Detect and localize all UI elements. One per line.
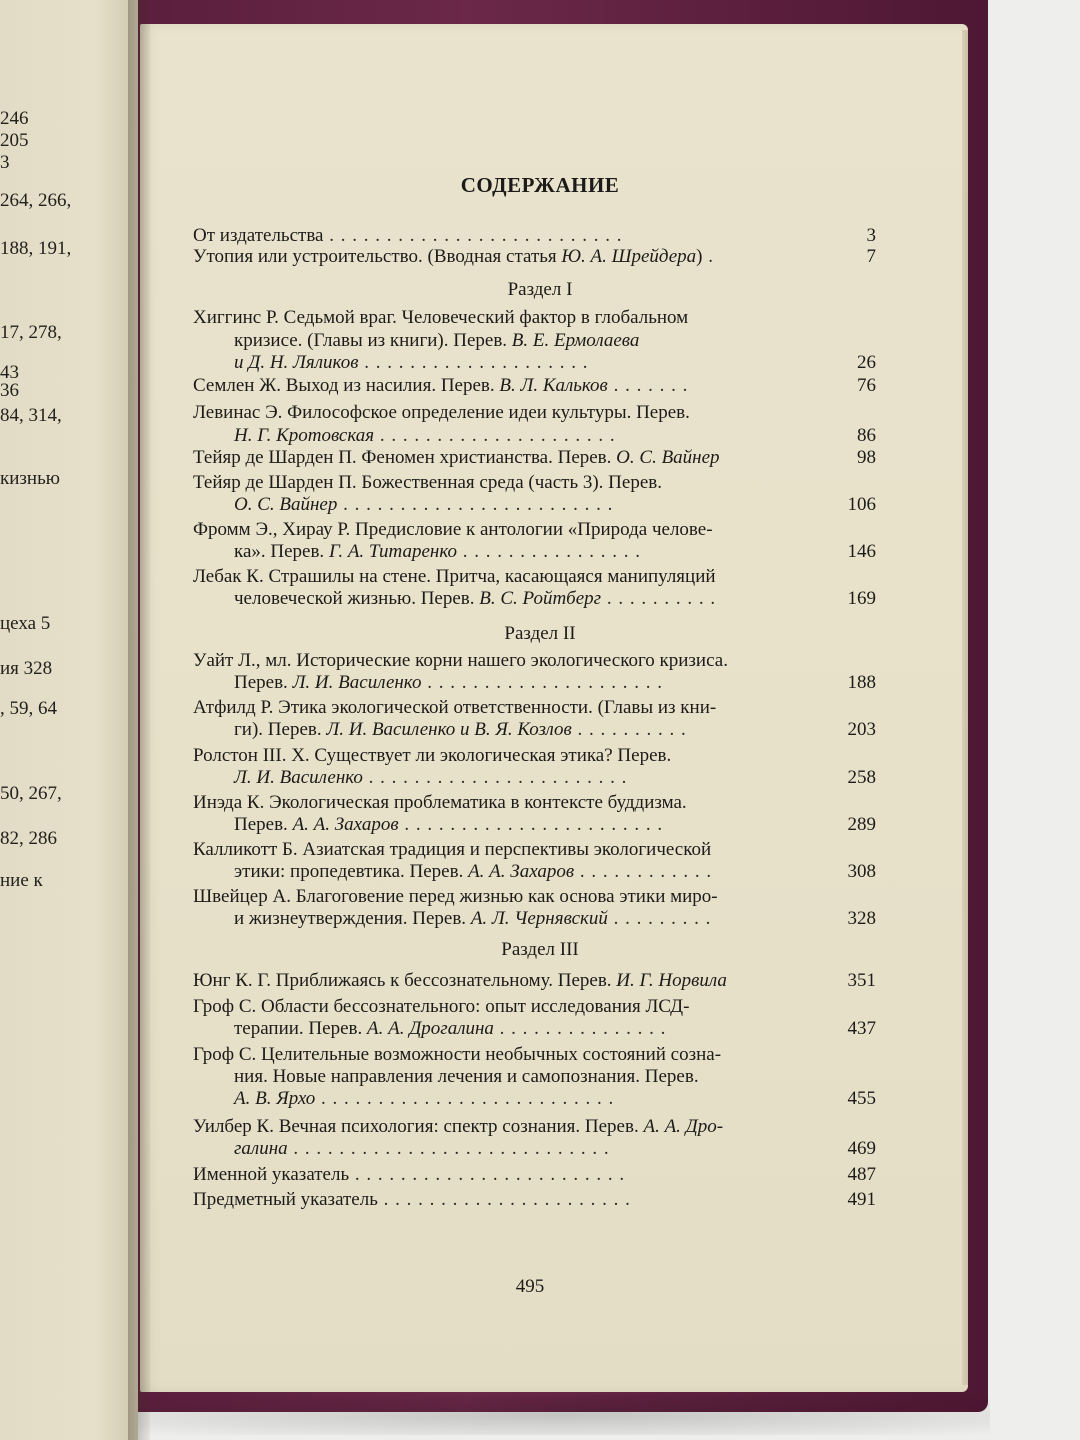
contents-entry-line (193, 225, 623, 247)
contents-entry-line (193, 996, 689, 1018)
dot-leader: . . . . . . . . . . . . (574, 861, 713, 882)
contents-entry-line (193, 839, 711, 861)
entry-text-tail: ) (696, 246, 703, 267)
entry-page-number: 469 (847, 1138, 876, 1159)
contents-entry-line (193, 1044, 721, 1066)
entry-page-number: 487 (847, 1164, 876, 1185)
entry-text: Перев. (234, 814, 293, 835)
dot-leader: . . . . . . . . . . . . . . . . . . . . . (374, 425, 616, 446)
contents-entry-line (234, 425, 616, 447)
entry-page-number: 491 (847, 1189, 876, 1210)
entry-text: Семлен Ж. Выход из насилия. Перев. (193, 375, 500, 396)
dot-leader: . . . . . . . . . . . . . . . (493, 1018, 667, 1039)
section-heading: Раздел III (501, 939, 579, 960)
translator-name: О. С. Вайнер (616, 447, 720, 468)
entry-text: ги). Перев. (234, 719, 327, 740)
entry-page-number: 26 (857, 352, 876, 373)
page-number: 495 (515, 1276, 545, 1297)
entry-page-number: 7 (866, 246, 876, 267)
dot-leader: . (702, 246, 714, 267)
entry-text: и жизнеутверждения. Перев. (234, 908, 471, 929)
contents-entry-line (193, 745, 671, 767)
contents-entry-line (234, 352, 588, 374)
facing-page-fragment: кизнью (0, 468, 60, 489)
dot-leader: . . . . . . . . . . (571, 719, 687, 740)
translator-name: А. В. Ярхо (234, 1088, 316, 1109)
entry-text: Ролстон III. Х. Существует ли экологическая этика? Перев. (193, 745, 672, 766)
translator-name: Л. И. Василенко (234, 767, 363, 788)
dot-leader: . . . . . . . . . . . . . . . . . . . . . (421, 672, 663, 693)
contents-entry-line (193, 447, 720, 469)
page-edge (962, 30, 968, 1385)
contents-entry-line (193, 375, 688, 397)
translator-name: Л. И. Василенко и В. Я. Козлов (326, 719, 572, 740)
entry-text: Юнг К. Г. Приближаясь к бессознательному. Перев. (193, 970, 617, 991)
entry-page-number: 76 (857, 375, 876, 396)
translator-name: В. С. Ройтберг (479, 588, 602, 609)
entry-page-number: 308 (847, 861, 876, 882)
dot-leader: . . . . . . . . . . . . . . . . . . . . . . . . . . (323, 225, 623, 246)
facing-page-fragment: ия 328 (0, 658, 53, 679)
translator-name: В. Л. Кальков (499, 375, 608, 396)
contents-entry-line (193, 970, 727, 992)
entry-page-number: 289 (847, 814, 876, 835)
section-heading: Раздел II (504, 623, 576, 644)
contents-entry-line (234, 494, 613, 516)
entry-text: Левинас Э. Философское определение идеи культуры. Перев. (193, 402, 690, 423)
contents-entry-line (234, 1088, 614, 1110)
entry-text: Лебак К. Страшилы на стене. Притча, касающаяся манипуляций (193, 566, 716, 587)
entry-text: Уилбер К. Вечная психология: спектр сознания. Перев. (193, 1116, 644, 1137)
facing-page-fragment: 246 (0, 108, 29, 129)
translator-name: О. С. Вайнер (234, 494, 338, 515)
translator-name: А. А. Захаров (292, 814, 399, 835)
facing-page-fragment: 43 (0, 362, 19, 383)
entry-text: Инэда К. Экологическая проблематика в контексте буддизма. (193, 792, 687, 813)
entry-text: Атфилд Р. Этика экологической ответственности. (Главы из кни- (193, 697, 717, 718)
entry-text: Швейцер А. Благоговение перед жизнью как основа этики миро- (193, 886, 718, 907)
entry-page-number: 169 (847, 588, 876, 609)
dot-leader: . . . . . . . . . . . . . . . . . . . . . . . (398, 814, 664, 835)
dot-leader: . . . . . . . . . . . . . . . . . . . . (358, 352, 589, 373)
facing-page-fragment: , 59, 64 (0, 698, 57, 719)
entry-text: Гроф С. Целительные возможности необычных состояний созна- (193, 1044, 722, 1065)
translator-name: А. Л. Чернявский (470, 908, 608, 929)
entry-text: Уайт Л., мл. Исторические корни нашего экологического кризиса. (193, 650, 728, 671)
contents-entry-line (193, 1116, 723, 1138)
dot-leader: . . . . . . . (607, 375, 689, 396)
entry-page-number: 437 (847, 1018, 876, 1039)
entry-text: кризисе. (Главы из книги). Перев. (234, 330, 512, 351)
contents-entry-line (234, 1138, 610, 1160)
contents-entry-line (234, 767, 627, 789)
dot-leader: . . . . . . . . . . . . . . . . . . . . . . . . (337, 494, 614, 515)
facing-page-fragment: цеха 5 (0, 613, 51, 634)
contents-entry-line (234, 814, 663, 836)
translator-name: Г. А. Титаренко (328, 541, 458, 562)
contents-entry-line (193, 792, 687, 814)
contents-entry-line (193, 1189, 631, 1211)
translator-name: А. А. Захаров (468, 861, 575, 882)
entry-page-number: 106 (847, 494, 876, 515)
entry-page-number: 86 (857, 425, 876, 446)
entry-text: ния. Новые направления лечения и самопознания. Перев. (234, 1066, 699, 1087)
entry-text: ка». Перев. (234, 541, 329, 562)
cover-shadow (130, 1395, 990, 1435)
contents-entry-line (234, 861, 712, 883)
entry-text: От издательства (193, 225, 324, 246)
facing-page-fragment: 188, 191, (0, 238, 72, 259)
dot-leader: . . . . . . . . . . . . . . . . . . . . . . . . . . (315, 1088, 615, 1109)
contents-entry-line (234, 908, 711, 930)
contents-entry-line (193, 886, 718, 908)
translator-name: А. А. Дро- (643, 1116, 724, 1137)
book-gutter (128, 0, 150, 1440)
entry-page-number: 188 (847, 672, 876, 693)
contents-entry-line (193, 650, 728, 672)
entry-text: этики: пропедевтика. Перев. (234, 861, 469, 882)
contents-entry-line (193, 472, 662, 494)
contents-entry-line (234, 330, 639, 352)
dot-leader: . . . . . . . . . . . . . . . . (457, 541, 642, 562)
facing-page-fragment: 264, 266, (0, 190, 72, 211)
facing-page-fragment: ние к (0, 870, 43, 891)
contents-entry-line (193, 1164, 625, 1186)
entry-text: Перев. (234, 672, 293, 693)
translator-name: и Д. Н. Ляликов (234, 352, 359, 373)
entry-text: Калликотт Б. Азиатская традиция и перспективы экологической (193, 839, 712, 860)
entry-text: Гроф С. Области бессознательного: опыт исследования ЛСД- (193, 996, 690, 1017)
entry-text: Тейяр де Шарден П. Феномен христианства. Перев. (193, 447, 617, 468)
entry-text: Предметный указатель (193, 1189, 378, 1210)
entry-page-number: 258 (847, 767, 876, 788)
translator-name: А. А. Дрогалина (366, 1018, 494, 1039)
contents-entry-line (193, 402, 690, 424)
entry-text: Именной указатель (193, 1164, 350, 1185)
entry-page-number: 351 (847, 970, 876, 991)
contents-entry-line (234, 719, 687, 741)
facing-page (0, 0, 138, 1440)
contents-entry-line (234, 588, 716, 610)
facing-page-fragment: 205 (0, 130, 29, 151)
contents-title: СОДЕРЖАНИЕ (460, 173, 620, 197)
contents-entry-line (234, 1018, 666, 1040)
entry-page-number: 203 (847, 719, 876, 740)
facing-page-fragment: 82, 286 (0, 828, 57, 849)
translator-name: Н. Г. Кротовская (234, 425, 375, 446)
contents-entry-line (234, 541, 641, 563)
facing-page-fragment: 50, 267, (0, 783, 62, 804)
dot-leader: . . . . . . . . . . . . . . . . . . . . . . . . . . . . (287, 1138, 610, 1159)
section-heading: Раздел I (507, 279, 573, 300)
facing-page-fragment: 36 (0, 380, 19, 401)
dot-leader: . . . . . . . . . (607, 908, 712, 929)
entry-page-number: 98 (857, 447, 876, 468)
translator-name: И. Г. Норвила (616, 970, 727, 991)
entry-page-number: 328 (847, 908, 876, 929)
dot-leader: . . . . . . . . . . . . . . . . . . . . . . (377, 1189, 631, 1210)
dot-leader: . . . . . . . . . . . . . . . . . . . . . . . . (349, 1164, 626, 1185)
contents-entry-line (193, 246, 714, 268)
entry-text: Утопия или устроительство. (Вводная статья (193, 246, 562, 267)
entry-text: Тейяр де Шарден П. Божественная среда (часть 3). Перев. (193, 472, 662, 493)
entry-text: человеческой жизнью. Перев. (234, 588, 480, 609)
entry-text: Хиггинс Р. Седьмой враг. Человеческий фактор в глобальном (193, 307, 689, 328)
facing-page-fragment: 84, 314, (0, 405, 62, 426)
contents-entry-line (234, 1066, 699, 1088)
translator-name: галина (234, 1138, 288, 1159)
entry-text: терапии. Перев. (234, 1018, 367, 1039)
entry-text: Фромм Э., Хирау Р. Предисловие к антологии «Природа челове- (193, 519, 713, 540)
entry-page-number: 455 (847, 1088, 876, 1109)
dot-leader: . . . . . . . . . . . . . . . . . . . . . . . (362, 767, 628, 788)
contents-entry-line (193, 307, 688, 329)
translator-name: В. Е. Ермолаева (511, 330, 640, 351)
translator-name: Ю. А. Шрейдера (561, 246, 697, 267)
facing-page-fragment: 17, 278, (0, 322, 62, 343)
entry-page-number: 3 (866, 225, 876, 246)
contents-entry-line (234, 672, 663, 694)
facing-page-fragment: 3 (0, 152, 10, 173)
contents-entry-line (193, 697, 716, 719)
translator-name: Л. И. Василенко (292, 672, 422, 693)
contents-entry-line (193, 566, 716, 588)
dot-leader: . . . . . . . . . . (601, 588, 717, 609)
contents-entry-line (193, 519, 713, 541)
entry-page-number: 146 (847, 541, 876, 562)
